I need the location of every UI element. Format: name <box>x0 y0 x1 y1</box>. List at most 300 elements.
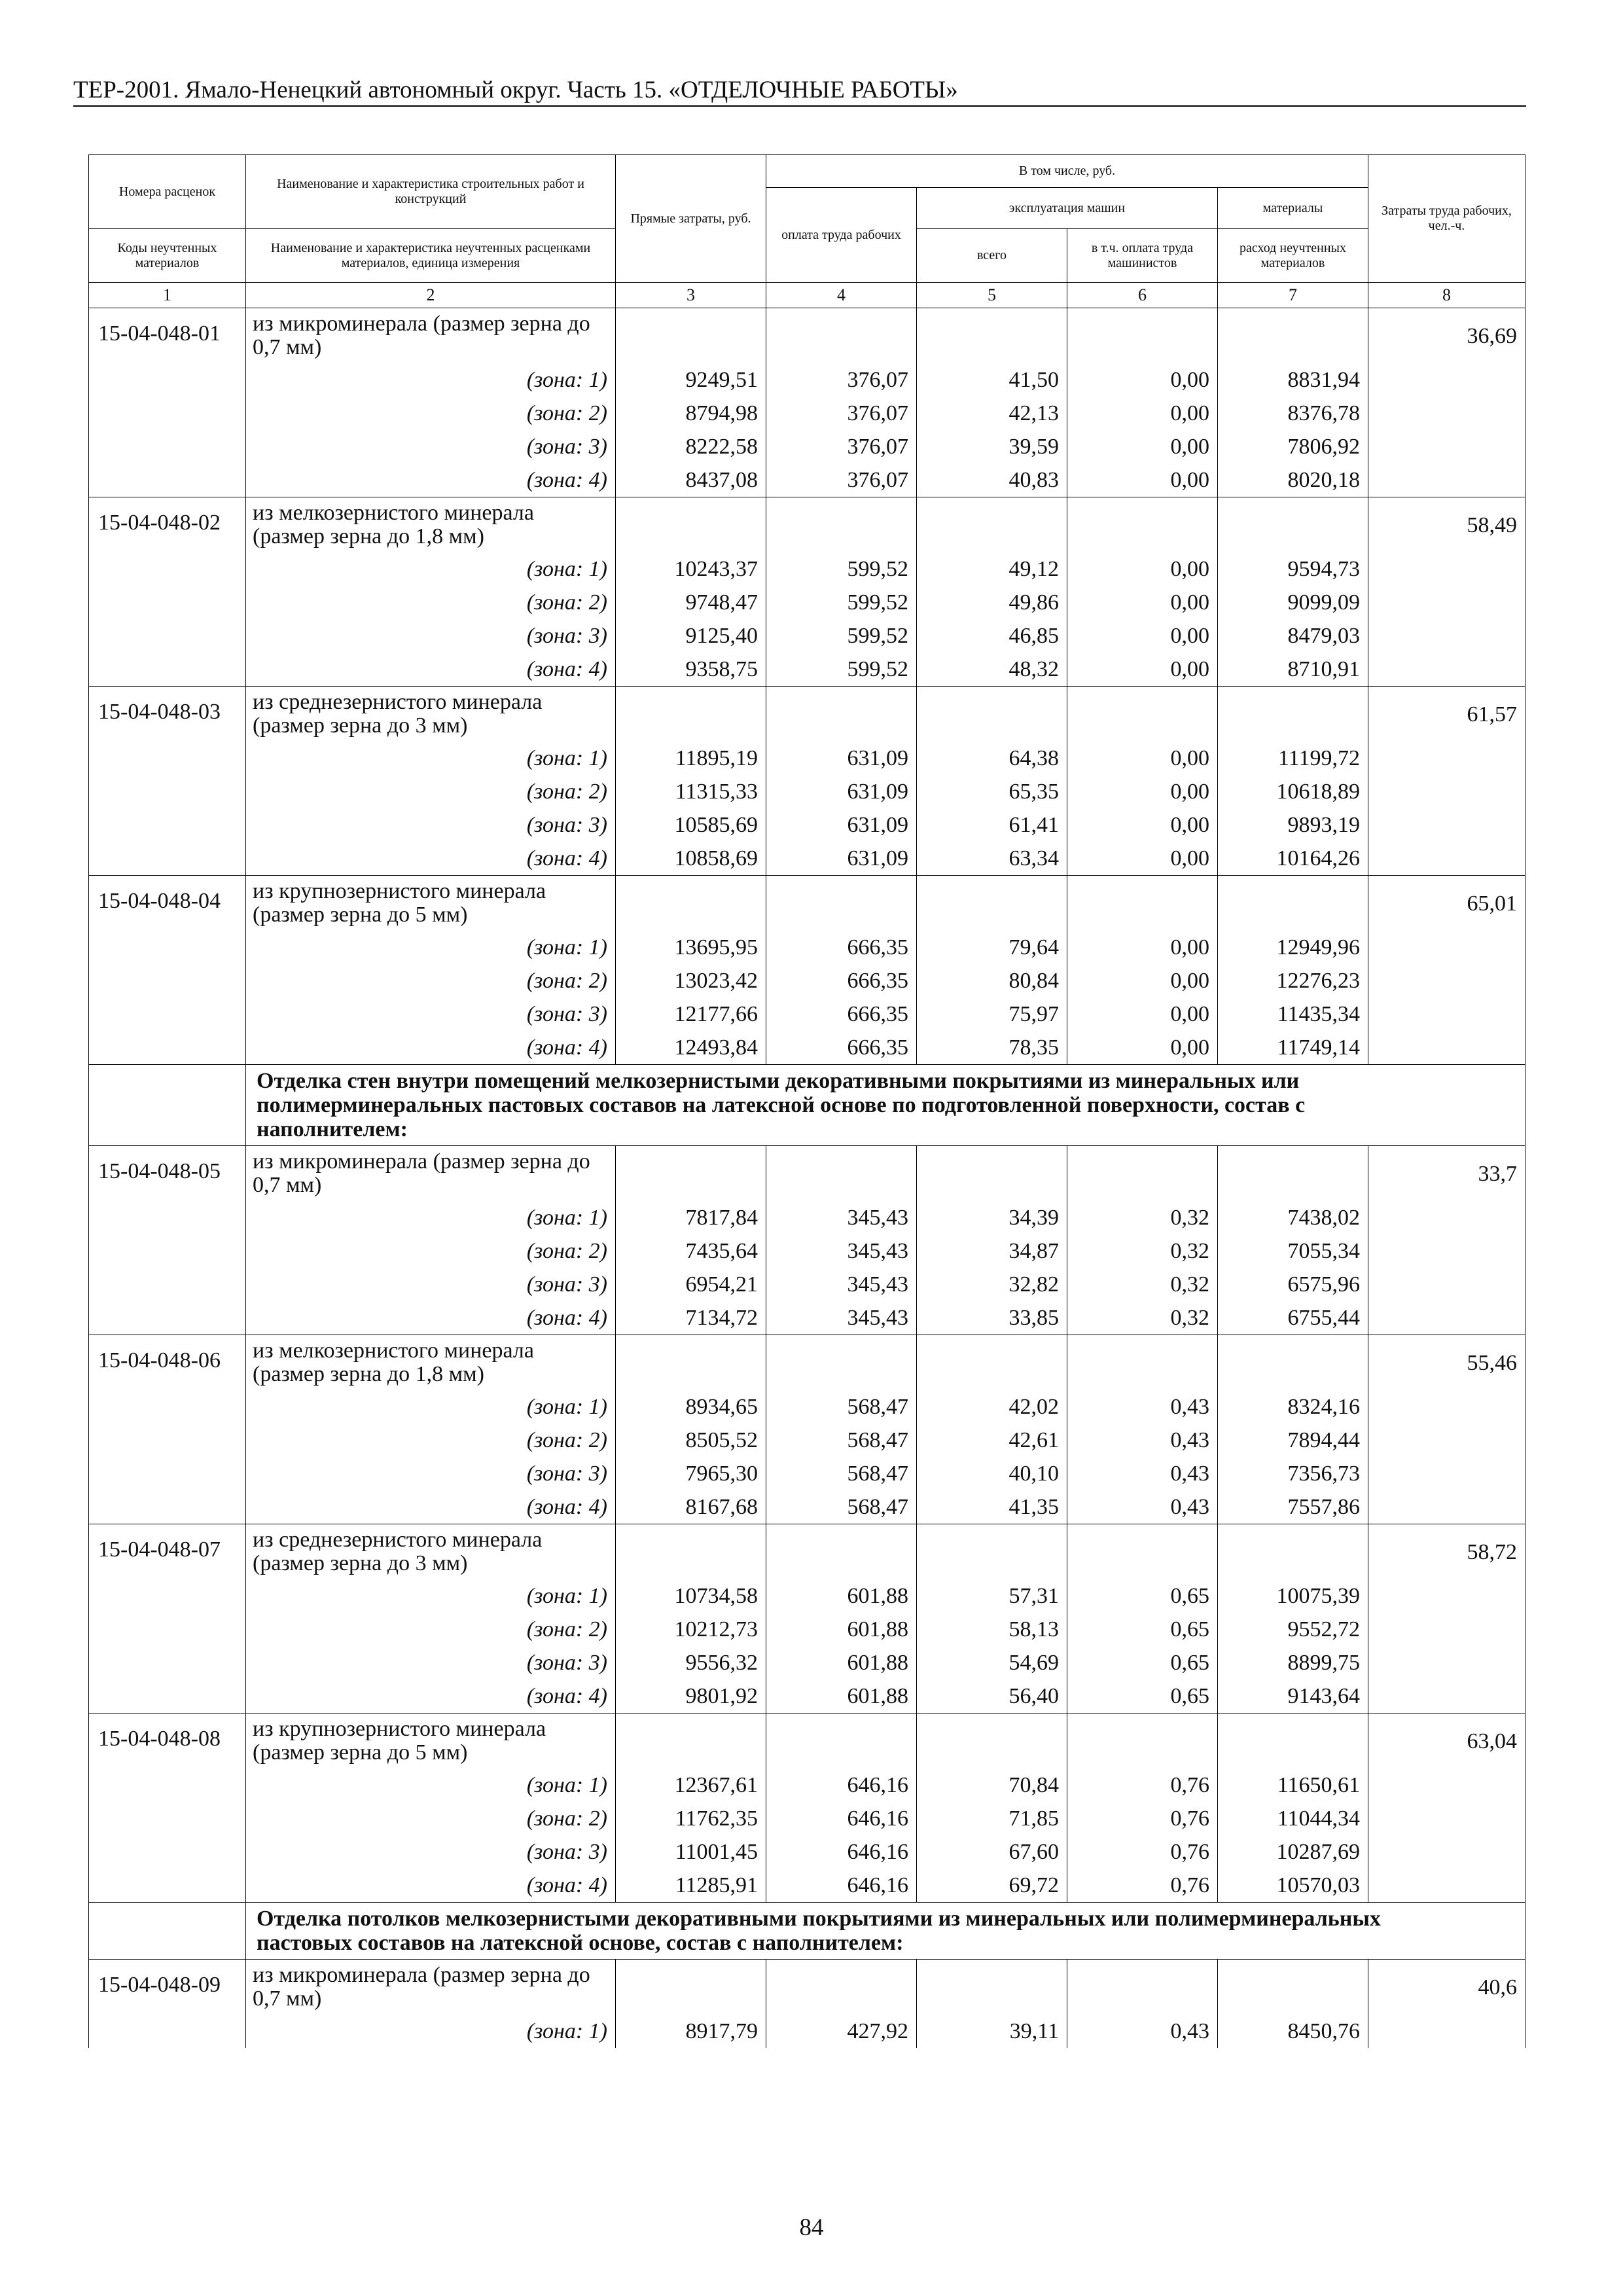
labor-pay: 631,09 <box>766 808 917 842</box>
empty-cell <box>1368 1579 1525 1613</box>
empty-cell <box>1368 1234 1525 1268</box>
materials-cost: 8710,91 <box>1218 653 1368 687</box>
labor-cost: 33,7 <box>1368 1146 1525 1202</box>
col-number: 8 <box>1368 283 1525 308</box>
labor-cost: 63,04 <box>1368 1713 1525 1769</box>
empty-cell <box>1368 1424 1525 1457</box>
rate-name: из среднезернистого минерала (размер зерна до 3 мм) <box>246 687 616 742</box>
zone-label: (зона: 1) <box>246 1579 616 1613</box>
machine-total: 75,97 <box>917 997 1067 1031</box>
empty-cell <box>89 619 246 653</box>
empty-cell <box>1067 1960 1218 2015</box>
machine-total: 41,50 <box>917 363 1067 397</box>
rate-name: из микроминерала (размер зерна до 0,7 мм) <box>246 1146 616 1202</box>
direct-cost: 11762,35 <box>616 1802 766 1835</box>
machine-labor: 0,00 <box>1067 1031 1218 1065</box>
empty-cell <box>1368 1613 1525 1646</box>
machine-labor: 0,43 <box>1067 1490 1218 1524</box>
machine-total: 56,40 <box>917 1679 1067 1713</box>
zone-label: (зона: 3) <box>246 1646 616 1679</box>
zone-row <box>89 1031 1525 1065</box>
machine-labor: 0,00 <box>1067 619 1218 653</box>
empty-cell <box>1218 308 1368 364</box>
empty-cell <box>1218 1335 1368 1391</box>
zone-label: (зона: 3) <box>246 997 616 1031</box>
zone-label: (зона: 2) <box>246 586 616 619</box>
rate-name: из микроминерала (размер зерна до 0,7 мм) <box>246 1960 616 2015</box>
col-name-bottom: Наименование и характеристика неучтенных расценками материалов, единица измерения <box>246 229 616 283</box>
zone-label: (зона: 2) <box>246 397 616 430</box>
machine-labor: 0,65 <box>1067 1613 1218 1646</box>
col-mach-labor: в т.ч. оплата труда машинистов <box>1067 229 1218 283</box>
machine-total: 42,61 <box>917 1424 1067 1457</box>
col-number: 7 <box>1218 283 1368 308</box>
machine-labor: 0,32 <box>1067 1201 1218 1234</box>
empty-cell <box>89 2015 246 2048</box>
machine-labor: 0,65 <box>1067 1646 1218 1679</box>
direct-cost: 9358,75 <box>616 653 766 687</box>
zone-label: (зона: 2) <box>246 964 616 997</box>
direct-cost: 8437,08 <box>616 463 766 497</box>
machine-total: 39,59 <box>917 430 1067 463</box>
labor-pay: 646,16 <box>766 1802 917 1835</box>
direct-cost: 9556,32 <box>616 1646 766 1679</box>
materials-cost: 9893,19 <box>1218 808 1368 842</box>
machine-labor: 0,00 <box>1067 742 1218 775</box>
labor-pay: 345,43 <box>766 1201 917 1234</box>
empty-cell <box>917 1335 1067 1391</box>
section-title: Отделка потолков мелкозернистыми декоративными покрытиями из минеральных или полимерминеральных пастовых составов на латексной основе, состав с наполнителем: <box>246 1903 1525 1960</box>
col-mat-unaccounted: расход неучтенных материалов <box>1218 229 1368 283</box>
materials-cost: 9594,73 <box>1218 552 1368 586</box>
zone-row <box>89 430 1525 463</box>
direct-cost: 9801,92 <box>616 1679 766 1713</box>
machine-labor: 0,00 <box>1067 808 1218 842</box>
zone-label: (зона: 4) <box>246 842 616 876</box>
labor-pay: 666,35 <box>766 964 917 997</box>
page-number: 84 <box>799 2214 824 2241</box>
empty-cell <box>1368 931 1525 964</box>
zone-row <box>89 842 1525 876</box>
empty-cell <box>1368 1031 1525 1065</box>
machine-labor: 0,00 <box>1067 931 1218 964</box>
zone-label: (зона: 1) <box>246 363 616 397</box>
labor-pay: 568,47 <box>766 1390 917 1424</box>
machine-total: 46,85 <box>917 619 1067 653</box>
materials-cost: 11650,61 <box>1218 1768 1368 1802</box>
rate-name: из среднезернистого минерала (размер зерна до 3 мм) <box>246 1524 616 1580</box>
empty-cell <box>89 397 246 430</box>
machine-labor: 0,00 <box>1067 430 1218 463</box>
labor-pay: 601,88 <box>766 1679 917 1713</box>
materials-cost: 7894,44 <box>1218 1424 1368 1457</box>
machine-total: 40,10 <box>917 1457 1067 1490</box>
zone-label: (зона: 2) <box>246 1613 616 1646</box>
col-materials: материалы <box>1218 188 1368 229</box>
empty-cell <box>1067 687 1218 742</box>
empty-cell <box>1368 1268 1525 1301</box>
table-row <box>89 687 1525 742</box>
empty-cell <box>1368 1490 1525 1524</box>
empty-cell <box>1218 497 1368 553</box>
labor-pay: 568,47 <box>766 1457 917 1490</box>
zone-row <box>89 1268 1525 1301</box>
rate-code: 15-04-048-01 <box>89 308 246 364</box>
table-row <box>89 497 1525 553</box>
empty-cell <box>917 1713 1067 1769</box>
zone-row <box>89 2015 1525 2048</box>
materials-cost: 9099,09 <box>1218 586 1368 619</box>
direct-cost: 8934,65 <box>616 1390 766 1424</box>
empty-cell <box>1218 876 1368 931</box>
empty-cell <box>1368 397 1525 430</box>
machine-labor: 0,43 <box>1067 1457 1218 1490</box>
machine-labor: 0,65 <box>1067 1579 1218 1613</box>
machine-total: 54,69 <box>917 1646 1067 1679</box>
materials-cost: 10164,26 <box>1218 842 1368 876</box>
labor-pay: 568,47 <box>766 1424 917 1457</box>
empty-cell <box>1218 1960 1368 2015</box>
zone-label: (зона: 3) <box>246 430 616 463</box>
zone-label: (зона: 4) <box>246 1490 616 1524</box>
zone-row <box>89 1234 1525 1268</box>
empty-cell <box>1368 775 1525 808</box>
empty-cell <box>1368 2015 1525 2048</box>
empty-cell <box>616 876 766 931</box>
empty-cell <box>1218 1146 1368 1202</box>
labor-cost: 65,01 <box>1368 876 1525 931</box>
direct-cost: 7817,84 <box>616 1201 766 1234</box>
empty-cell <box>1067 1524 1218 1580</box>
empty-cell <box>1368 808 1525 842</box>
machine-labor: 0,00 <box>1067 363 1218 397</box>
machine-labor: 0,32 <box>1067 1268 1218 1301</box>
machine-total: 39,11 <box>917 2015 1067 2048</box>
empty-cell <box>1067 876 1218 931</box>
materials-cost: 10287,69 <box>1218 1835 1368 1869</box>
labor-cost: 58,49 <box>1368 497 1525 553</box>
table-row <box>89 1960 1525 2015</box>
zone-row <box>89 653 1525 687</box>
labor-pay: 646,16 <box>766 1835 917 1869</box>
empty-cell <box>616 1713 766 1769</box>
empty-cell <box>1368 653 1525 687</box>
machine-labor: 0,00 <box>1067 842 1218 876</box>
zone-row <box>89 1679 1525 1713</box>
section-row <box>89 1903 1525 1960</box>
empty-cell <box>89 363 246 397</box>
machine-total: 33,85 <box>917 1301 1067 1335</box>
machine-labor: 0,65 <box>1067 1679 1218 1713</box>
machine-total: 80,84 <box>917 964 1067 997</box>
machine-total: 64,38 <box>917 742 1067 775</box>
machine-labor: 0,76 <box>1067 1802 1218 1835</box>
empty-cell <box>89 1903 246 1960</box>
empty-cell <box>89 1065 246 1146</box>
zone-row <box>89 552 1525 586</box>
machine-total: 61,41 <box>917 808 1067 842</box>
machine-total: 49,12 <box>917 552 1067 586</box>
zone-label: (зона: 4) <box>246 1869 616 1903</box>
empty-cell <box>89 742 246 775</box>
zone-row <box>89 964 1525 997</box>
machine-total: 34,39 <box>917 1201 1067 1234</box>
direct-cost: 7435,64 <box>616 1234 766 1268</box>
rate-code: 15-04-048-02 <box>89 497 246 553</box>
col-mach-total: всего <box>917 229 1067 283</box>
col-number: 6 <box>1067 283 1218 308</box>
empty-cell <box>917 1960 1067 2015</box>
rate-code: 15-04-048-04 <box>89 876 246 931</box>
empty-cell <box>1368 1869 1525 1903</box>
empty-cell <box>1067 1335 1218 1391</box>
empty-cell <box>1368 1301 1525 1335</box>
zone-label: (зона: 4) <box>246 1301 616 1335</box>
materials-cost: 10570,03 <box>1218 1869 1368 1903</box>
zone-row <box>89 397 1525 430</box>
zone-row <box>89 1579 1525 1613</box>
rate-name: из мелкозернистого минерала (размер зерна до 1,8 мм) <box>246 1335 616 1391</box>
direct-cost: 8917,79 <box>616 2015 766 2048</box>
zone-row <box>89 775 1525 808</box>
zone-label: (зона: 4) <box>246 463 616 497</box>
direct-cost: 13023,42 <box>616 964 766 997</box>
machine-total: 69,72 <box>917 1869 1067 1903</box>
labor-pay: 601,88 <box>766 1613 917 1646</box>
empty-cell <box>1368 742 1525 775</box>
machine-labor: 0,43 <box>1067 2015 1218 2048</box>
machine-total: 63,34 <box>917 842 1067 876</box>
rate-name: из крупнозернистого минерала (размер зерна до 5 мм) <box>246 876 616 931</box>
direct-cost: 8794,98 <box>616 397 766 430</box>
machine-total: 65,35 <box>917 775 1067 808</box>
zone-row <box>89 1869 1525 1903</box>
zone-row <box>89 1835 1525 1869</box>
labor-pay: 599,52 <box>766 619 917 653</box>
zone-label: (зона: 1) <box>246 1201 616 1234</box>
section-row <box>89 1065 1525 1146</box>
rate-code: 15-04-048-03 <box>89 687 246 742</box>
machine-total: 34,87 <box>917 1234 1067 1268</box>
zone-label: (зона: 1) <box>246 552 616 586</box>
direct-cost: 9748,47 <box>616 586 766 619</box>
zone-row <box>89 619 1525 653</box>
zone-row <box>89 363 1525 397</box>
empty-cell <box>917 497 1067 553</box>
direct-cost: 11001,45 <box>616 1835 766 1869</box>
materials-cost: 8831,94 <box>1218 363 1368 397</box>
zone-label: (зона: 1) <box>246 931 616 964</box>
empty-cell <box>89 1835 246 1869</box>
table-row <box>89 876 1525 931</box>
labor-pay: 599,52 <box>766 653 917 687</box>
col-code-bottom: Коды неучтенных материалов <box>89 229 246 283</box>
zone-label: (зона: 3) <box>246 1835 616 1869</box>
empty-cell <box>89 1802 246 1835</box>
empty-cell <box>89 775 246 808</box>
empty-cell <box>1067 1146 1218 1202</box>
materials-cost: 8899,75 <box>1218 1646 1368 1679</box>
machine-labor: 0,00 <box>1067 463 1218 497</box>
machine-total: 49,86 <box>917 586 1067 619</box>
materials-cost: 11044,34 <box>1218 1802 1368 1835</box>
machine-labor: 0,32 <box>1067 1234 1218 1268</box>
zone-row <box>89 1802 1525 1835</box>
zone-row <box>89 1201 1525 1234</box>
materials-cost: 9143,64 <box>1218 1679 1368 1713</box>
direct-cost: 11285,91 <box>616 1869 766 1903</box>
labor-pay: 376,07 <box>766 397 917 430</box>
machine-total: 41,35 <box>917 1490 1067 1524</box>
empty-cell <box>1368 463 1525 497</box>
rate-code: 15-04-048-07 <box>89 1524 246 1580</box>
empty-cell <box>1368 997 1525 1031</box>
zone-row <box>89 931 1525 964</box>
direct-cost: 9249,51 <box>616 363 766 397</box>
empty-cell <box>89 1390 246 1424</box>
table-body <box>89 283 1525 2049</box>
direct-cost: 10734,58 <box>616 1579 766 1613</box>
empty-cell <box>1368 1646 1525 1679</box>
materials-cost: 7438,02 <box>1218 1201 1368 1234</box>
zone-row <box>89 463 1525 497</box>
materials-cost: 7806,92 <box>1218 430 1368 463</box>
empty-cell <box>89 1869 246 1903</box>
empty-cell <box>89 586 246 619</box>
col-number: 1 <box>89 283 246 308</box>
direct-cost: 11315,33 <box>616 775 766 808</box>
zone-row <box>89 1390 1525 1424</box>
rate-code: 15-04-048-08 <box>89 1713 246 1769</box>
direct-cost: 9125,40 <box>616 619 766 653</box>
direct-cost: 7134,72 <box>616 1301 766 1335</box>
materials-cost: 10075,39 <box>1218 1579 1368 1613</box>
zone-label: (зона: 1) <box>246 1390 616 1424</box>
col-name-top: Наименование и характеристика строительных работ и конструкций <box>246 155 616 229</box>
empty-cell <box>89 842 246 876</box>
machine-labor: 0,00 <box>1067 775 1218 808</box>
labor-pay: 345,43 <box>766 1268 917 1301</box>
labor-pay: 631,09 <box>766 775 917 808</box>
empty-cell <box>1368 1679 1525 1713</box>
materials-cost: 7557,86 <box>1218 1490 1368 1524</box>
empty-cell <box>1368 842 1525 876</box>
page-header: ТЕР-2001. Ямало-Ненецкий автономный округ. Часть 15. «ОТДЕЛОЧНЫЕ РАБОТЫ» <box>73 77 958 103</box>
materials-cost: 9552,72 <box>1218 1613 1368 1646</box>
labor-pay: 599,52 <box>766 552 917 586</box>
machine-labor: 0,32 <box>1067 1301 1218 1335</box>
rates-table <box>88 154 1517 2048</box>
empty-cell <box>917 1146 1067 1202</box>
empty-cell <box>89 1613 246 1646</box>
materials-cost: 12276,23 <box>1218 964 1368 997</box>
col-code-top: Номера расценок <box>89 155 246 229</box>
zone-row <box>89 1457 1525 1490</box>
zone-label: (зона: 1) <box>246 742 616 775</box>
materials-cost: 10618,89 <box>1218 775 1368 808</box>
materials-cost: 12949,96 <box>1218 931 1368 964</box>
empty-cell <box>89 1424 246 1457</box>
direct-cost: 6954,21 <box>616 1268 766 1301</box>
machine-total: 48,32 <box>917 653 1067 687</box>
machine-labor: 0,00 <box>1067 964 1218 997</box>
labor-pay: 345,43 <box>766 1301 917 1335</box>
empty-cell <box>89 997 246 1031</box>
labor-pay: 646,16 <box>766 1869 917 1903</box>
machine-labor: 0,76 <box>1067 1835 1218 1869</box>
empty-cell <box>89 552 246 586</box>
column-numbers-row <box>89 283 1525 308</box>
materials-cost: 6575,96 <box>1218 1268 1368 1301</box>
zone-row <box>89 586 1525 619</box>
zone-row <box>89 808 1525 842</box>
labor-cost: 40,6 <box>1368 1960 1525 2015</box>
empty-cell <box>89 1201 246 1234</box>
zone-label: (зона: 4) <box>246 1679 616 1713</box>
empty-cell <box>766 1524 917 1580</box>
zone-label: (зона: 3) <box>246 1457 616 1490</box>
materials-cost: 11749,14 <box>1218 1031 1368 1065</box>
rate-name: из крупнозернистого минерала (размер зерна до 5 мм) <box>246 1713 616 1769</box>
materials-cost: 7356,73 <box>1218 1457 1368 1490</box>
empty-cell <box>616 687 766 742</box>
direct-cost: 12493,84 <box>616 1031 766 1065</box>
empty-cell <box>1218 1524 1368 1580</box>
empty-cell <box>89 1031 246 1065</box>
labor-pay: 631,09 <box>766 742 917 775</box>
empty-cell <box>89 808 246 842</box>
col-machines: эксплуатация машин <box>917 188 1218 229</box>
empty-cell <box>89 653 246 687</box>
labor-pay: 666,35 <box>766 1031 917 1065</box>
materials-cost: 11435,34 <box>1218 997 1368 1031</box>
empty-cell <box>89 1301 246 1335</box>
empty-cell <box>616 1335 766 1391</box>
col-labor-pay: оплата труда рабочих <box>766 188 917 283</box>
zone-label: (зона: 3) <box>246 619 616 653</box>
empty-cell <box>1218 1713 1368 1769</box>
machine-total: 67,60 <box>917 1835 1067 1869</box>
machine-labor: 0,00 <box>1067 586 1218 619</box>
labor-pay: 427,92 <box>766 2015 917 2048</box>
direct-cost: 12177,66 <box>616 997 766 1031</box>
machine-labor: 0,00 <box>1067 552 1218 586</box>
col-number: 5 <box>917 283 1067 308</box>
empty-cell <box>89 1490 246 1524</box>
direct-cost: 11895,19 <box>616 742 766 775</box>
direct-cost: 10585,69 <box>616 808 766 842</box>
machine-total: 32,82 <box>917 1268 1067 1301</box>
empty-cell <box>1218 687 1368 742</box>
labor-pay: 666,35 <box>766 931 917 964</box>
empty-cell <box>89 931 246 964</box>
labor-pay: 376,07 <box>766 463 917 497</box>
machine-total: 70,84 <box>917 1768 1067 1802</box>
empty-cell <box>616 1960 766 2015</box>
empty-cell <box>1067 497 1218 553</box>
direct-cost: 12367,61 <box>616 1768 766 1802</box>
machine-total: 42,13 <box>917 397 1067 430</box>
zone-label: (зона: 3) <box>246 808 616 842</box>
machine-total: 40,83 <box>917 463 1067 497</box>
zone-label: (зона: 2) <box>246 775 616 808</box>
machine-labor: 0,00 <box>1067 653 1218 687</box>
materials-cost: 8376,78 <box>1218 397 1368 430</box>
machine-total: 58,13 <box>917 1613 1067 1646</box>
empty-cell <box>89 1679 246 1713</box>
empty-cell <box>89 1457 246 1490</box>
zone-row <box>89 1490 1525 1524</box>
